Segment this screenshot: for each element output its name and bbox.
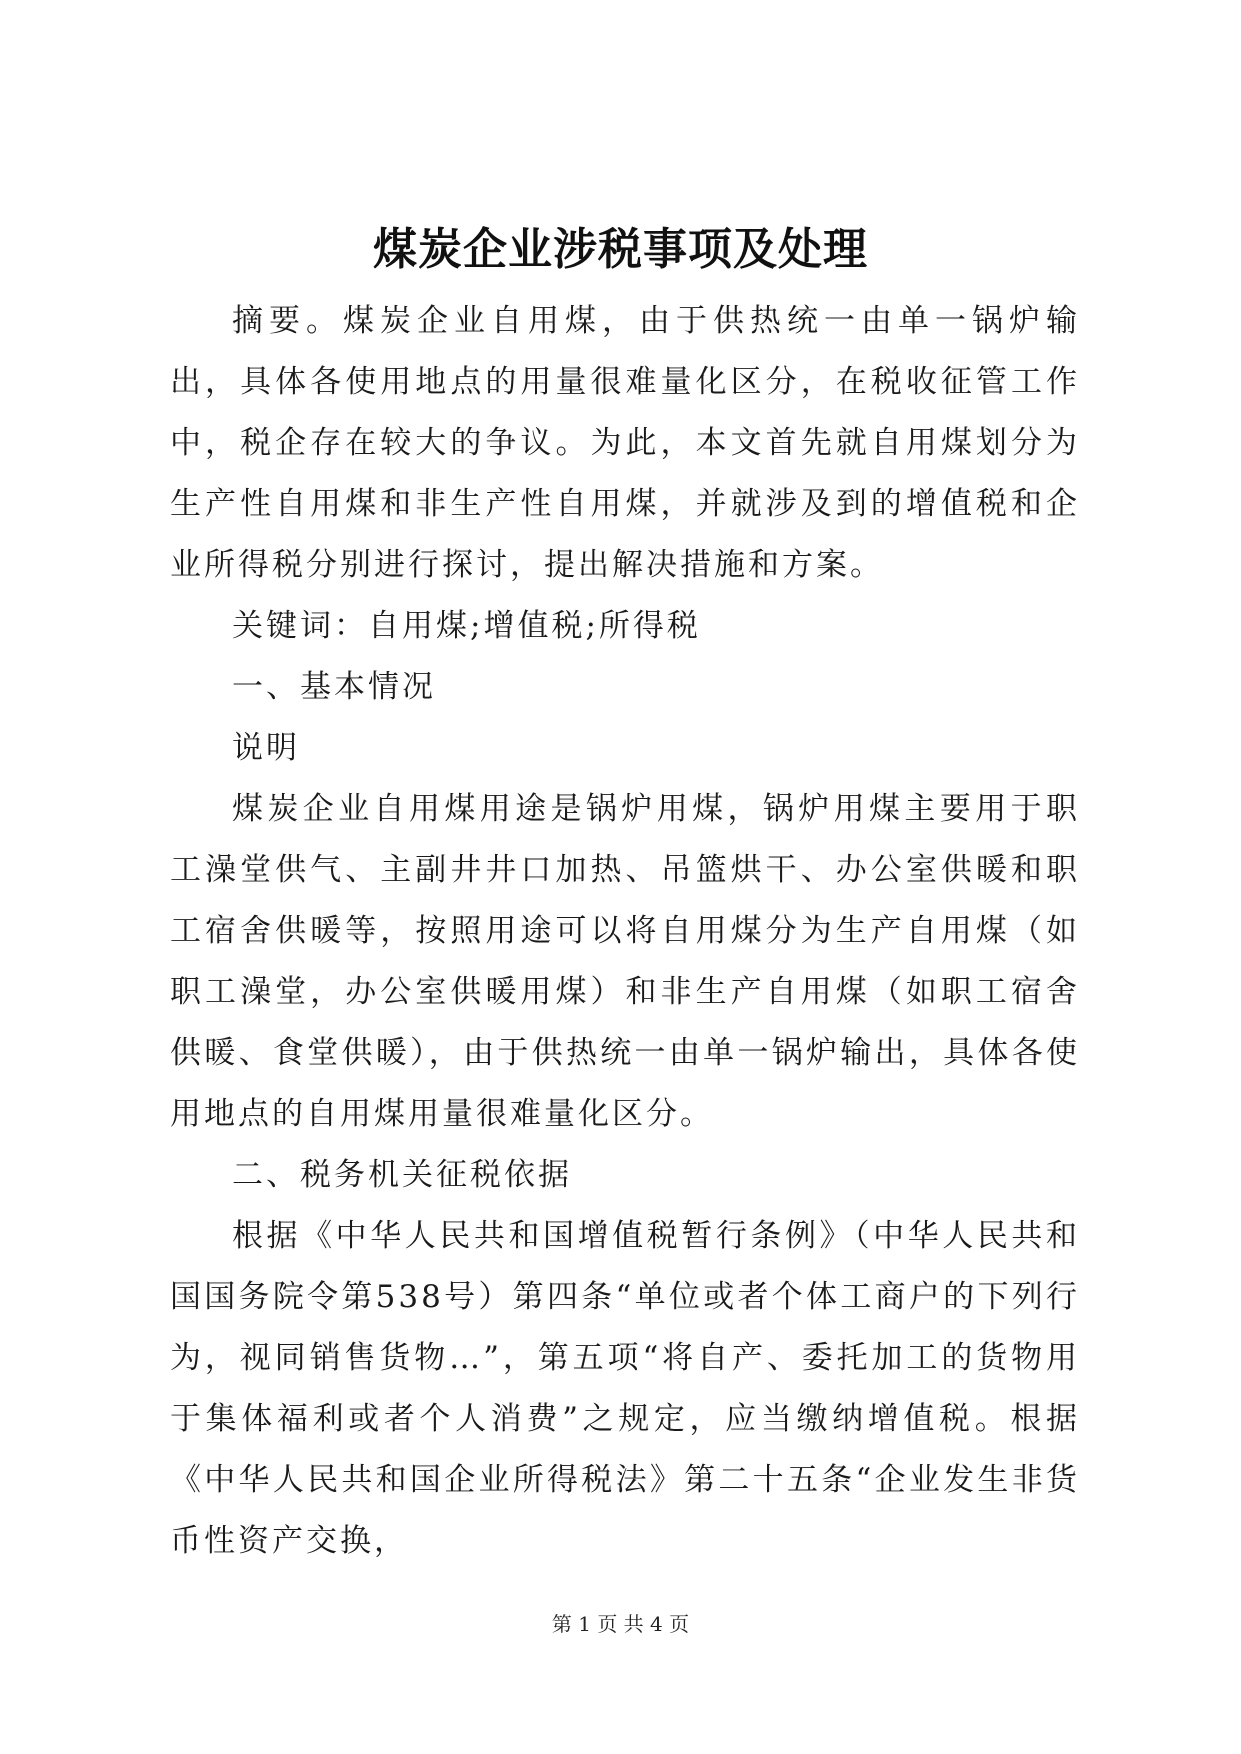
body-paragraph-self-use-coal: 煤炭企业自用煤用途是锅炉用煤，锅炉用煤主要用于职工澡堂供气、主副井井口加热、吊篮烘干、办公室供暖和职工宿舍供暖等，按照用途可以将自用煤分为生产自用煤（如职工澡堂，办公室供暖用煤）和非生产自用煤（如职工宿舍供暖、食堂供暖），由于供热统一由单一锅炉输出，具体各使用地点的自用煤用量很难量化区分。: [170, 791, 1080, 1132]
keywords-line: 关键词：自用煤;增值税;所得税: [232, 608, 701, 644]
subheading-description: 说明: [232, 730, 300, 766]
section-heading-tax-basis: 二、税务机关征税依据: [232, 1157, 572, 1193]
body-paragraph-tax-basis: 根据《中华人民共和国增值税暂行条例》（中华人民共和国国务院令第538号）第四条“单位或者个体工商户的下列行为，视同销售货物…”，第五项“将自产、委托加工的货物用于集体福利或者个人消费”之规定，应当缴纳增值税。根据《中华人民共和国企业所得税法》第二十五条“企业发生非货币性资产交换，: [170, 1218, 1080, 1559]
document-title: 煤炭企业涉税事项及处理: [373, 224, 868, 275]
section-heading-basic-situation: 一、基本情况: [232, 669, 436, 705]
document-body: [170, 291, 1080, 1572]
page-number-footer: 第 1 页 共 4 页: [551, 1612, 690, 1636]
abstract-paragraph: 摘要。煤炭企业自用煤，由于供热统一由单一锅炉输出，具体各使用地点的用量很难量化区分，在税收征管工作中，税企存在较大的争议。为此，本文首先就自用煤划分为生产性自用煤和非生产性自用煤，并就涉及到的增值税和企业所得税分别进行探讨，提出解决措施和方案。: [170, 303, 1080, 583]
